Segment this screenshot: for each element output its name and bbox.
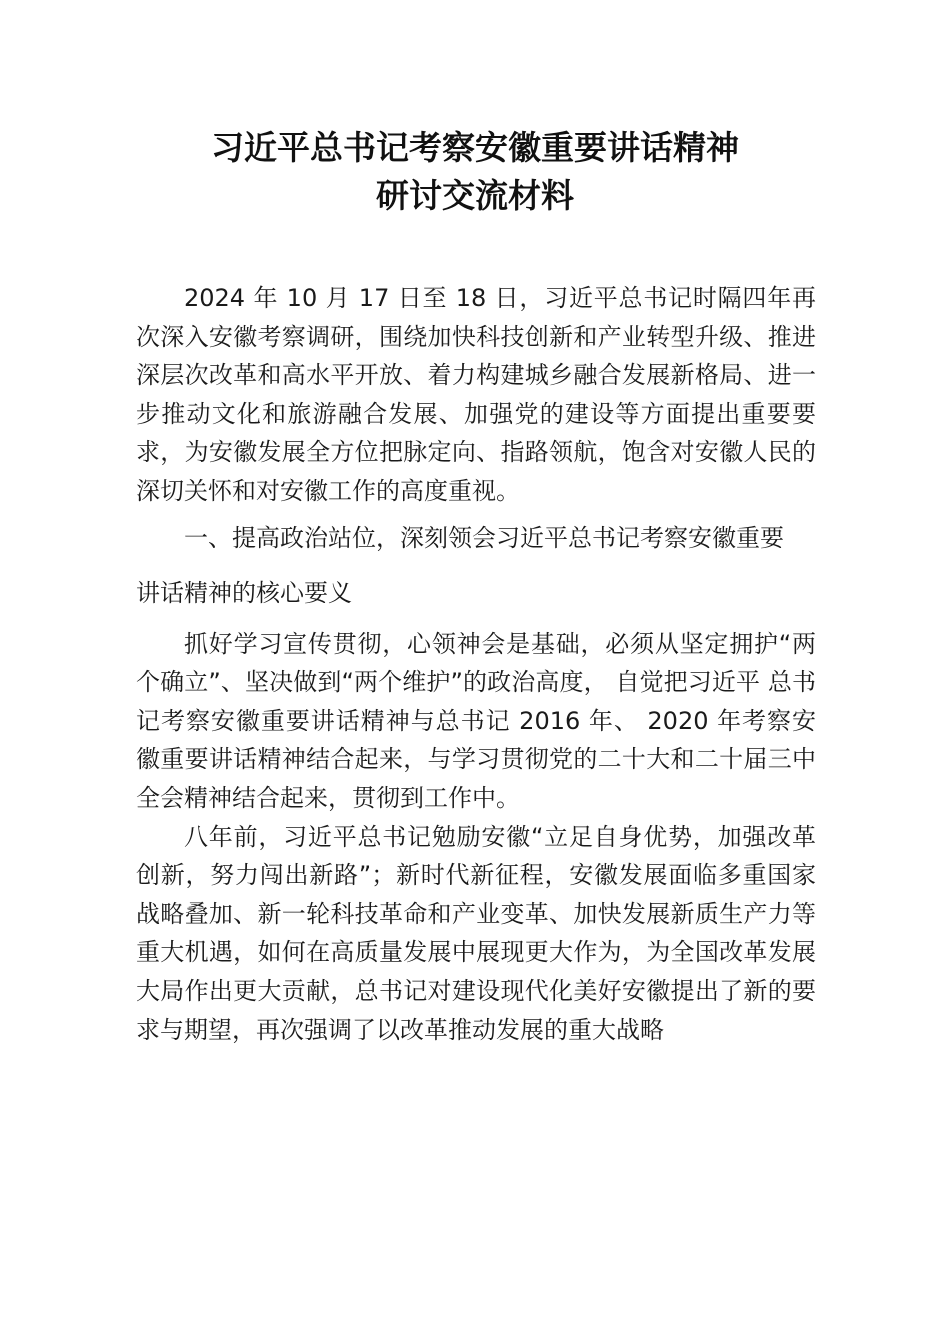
section-heading-line-1: 一、提高政治站位，深刻领会习近平总书记考察安徽重要 — [184, 523, 784, 552]
document-title-line-2: 研讨交流材料 — [376, 176, 574, 215]
body-paragraph: 八年前，习近平总书记勉励安徽“立足自身优势，加强改革创新，努力闯出新路”；新时代新征程，安徽发展面临多重国家战略叠加、新一轮科技革命和产业变革、加快发展新质生产力等重大机遇，如何在高质量发展中展现更大作为，为全国改革发展大局作出更大贡献，总书记对建设现代化美好安徽提出了新的要求与期望，再次强调了以改革推动发展的重大战略 — [136, 822, 816, 1044]
body-paragraph: 抓好学习宣传贯彻，心领神会是基础，必须从坚定拥护“两个确立”、坚决做到“两个维护”的政治高度， 自觉把习近平 总书记考察安徽重要讲话精神与总书记 2016 年、 2020 年考察安徽重要讲话精神结合起来，与学习贯彻党的二十大和二十届三中全会精神结合起来，贯彻到工作中。 — [136, 629, 816, 812]
intro-paragraph: 2024 年 10 月 17 日至 18 日，习近平总书记时隔四年再次深入安徽考察调研，围绕加快科技创新和产业转型升级、推进深层次改革和高水平开放、着力构建城乡融合发展新格局、进一步推动文化和旅游融合发展、加强党的建设等方面提出重要要求，为安徽发展全方位把脉定向、指路领航，饱含对安徽人民的深切关怀和对安徽工作的高度重视。 — [136, 284, 816, 505]
section-heading-line-2: 讲话精神的核心要义 — [136, 578, 352, 607]
document-title-line-1: 习近平总书记考察安徽重要讲话精神 — [211, 128, 739, 167]
document-body — [136, 279, 816, 1049]
